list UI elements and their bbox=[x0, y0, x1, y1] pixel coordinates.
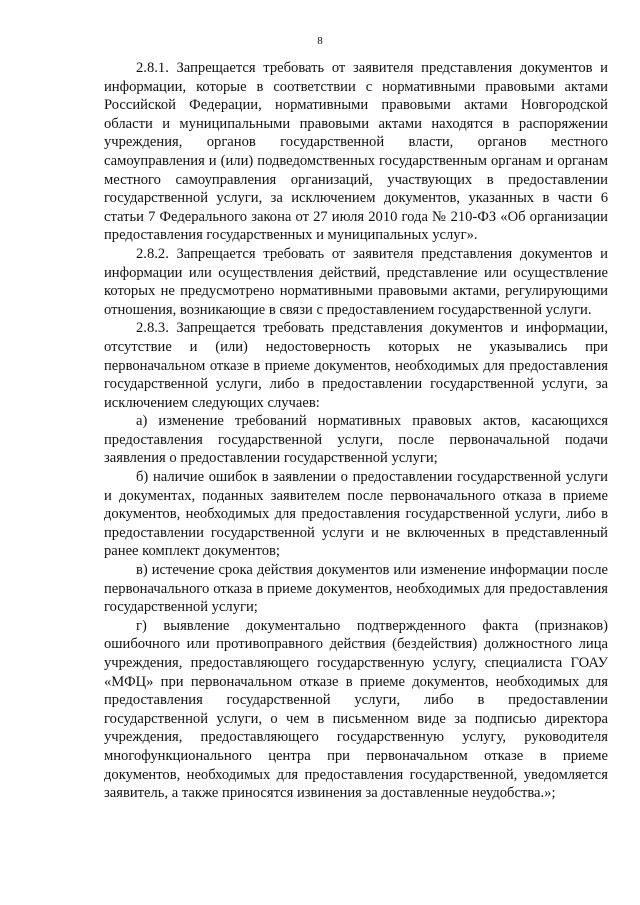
page-number: 8 bbox=[317, 35, 323, 47]
paragraph-2-8-1: 2.8.1. Запрещается требовать от заявителя представления документов и информации, которые в соответствии с нормативными правовыми актами Российской Федерации, нормативными правовыми актами Новгородской области и муниципальными правовыми актами находятся в распоряжении учреждения, органов государственной власти, органов местного самоуправления и (или) подведомственных государственным органам и органам местного самоуправления организаций, участвующих в предоставлении государственной услуги, за исключением документов, указанных в части 6 статьи 7 Федерального закона от 27 июля 2010 года № 210-ФЗ «Об организации предоставления государственных и муниципальных услуг». bbox=[104, 60, 608, 244]
list-item-v: в) истечение срока действия документов или изменение информации после первоначального отказа в приеме документов, необходимых для предоставления государственной услуги; bbox=[104, 562, 608, 616]
paragraph-2-8-3: 2.8.3. Запрещается требовать представления документов и информации, отсутствие и (или) недостоверность которых не указывались при первоначальном отказе в приеме документов, необходимых для предоставления государственной услуги, либо в предоставлении государственной услуги, за исключением следующих случаев: bbox=[104, 320, 608, 411]
list-item-g: г) выявление документально подтвержденного факта (признаков) ошибочного или противоправного действия (бездействия) должностного лица учреждения, предоставляющего государственную услугу, специалиста ГОАУ «МФЦ» при первоначальном отказе в приеме документов, необходимых для предоставления государственной услуги, либо в предоставлении государственной услуги, о чем в письменном виде за подписью директора учреждения, предоставляющего государственную услугу, руководителя многофункционального центра при первоначальном отказе в приеме документов, необходимых для предоставления государственной, уведомляется заявитель, а также приносятся извинения за доставленные неудобства.»; bbox=[104, 617, 608, 802]
list-item-a: а) изменение требований нормативных правовых актов, касающихся предоставления государственной услуги, после первоначальной подачи заявления о предоставлении государственной услуги; bbox=[104, 413, 608, 467]
document-body bbox=[104, 59, 608, 803]
paragraph-2-8-2: 2.8.2. Запрещается требовать от заявителя представления документов и информации или осуществления действий, представление или осуществление которых не предусмотрено нормативными правовыми актами, регулирующими отношения, возникающие в связи с предоставлением государственной услуги. bbox=[104, 245, 608, 318]
list-item-b: б) наличие ошибок в заявлении о предоставлении государственной услуги и документах, поданных заявителем после первоначального отказа в приеме документов, необходимых для предоставления государственной услуги, либо в предоставлении государственной услуги и не включенных в представленный ранее комплект документов; bbox=[104, 469, 608, 560]
